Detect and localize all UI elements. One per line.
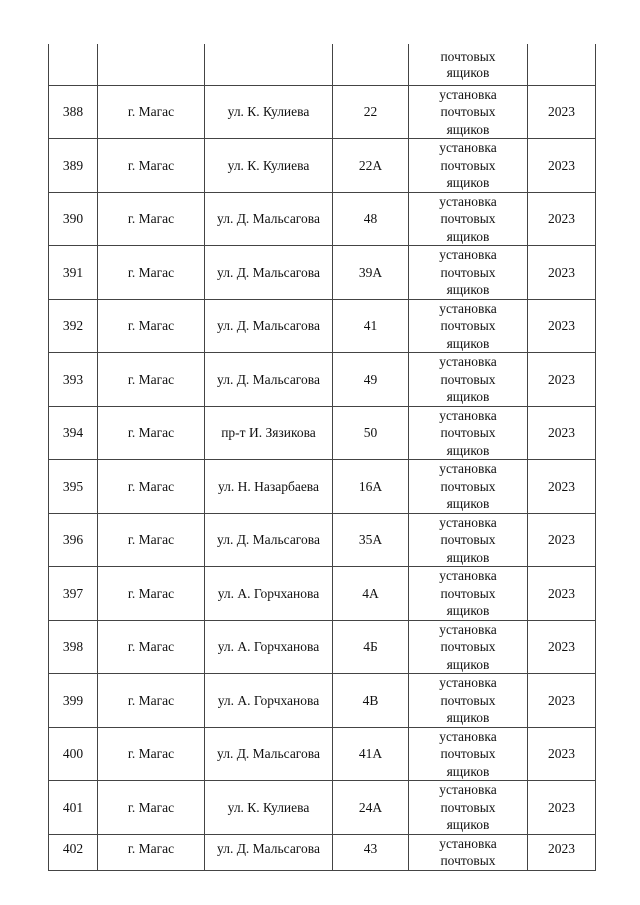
table-row xyxy=(49,513,596,567)
cell-year: 2023 xyxy=(528,139,596,193)
work-line: почтовых xyxy=(440,211,496,226)
cell-street: ул. Д. Мальсагова xyxy=(205,353,333,407)
cell-num: 396 xyxy=(49,513,98,567)
cell-num: 402 xyxy=(49,834,98,870)
work-line: почтовых xyxy=(440,157,496,173)
cell-street: ул. К. Кулиева xyxy=(205,85,333,139)
work-line: ящиков xyxy=(446,549,490,565)
work-line: установка xyxy=(439,86,497,102)
cell-num xyxy=(49,44,98,85)
cell-house: 4Б xyxy=(333,620,409,674)
cell-house: 16А xyxy=(333,460,409,514)
work-line: установка xyxy=(439,568,497,583)
work-line: почтовых xyxy=(440,639,496,654)
cell-num: 391 xyxy=(49,246,98,300)
cell-num: 399 xyxy=(49,674,98,728)
cell-year: 2023 xyxy=(528,460,596,514)
table-row xyxy=(49,353,596,407)
table-row xyxy=(49,567,596,621)
cell-street: ул. Д. Мальсагова xyxy=(205,727,333,781)
cell-year xyxy=(528,44,596,85)
cell-work xyxy=(409,834,528,870)
cell-house: 22А xyxy=(333,139,409,193)
work-line: почтовых xyxy=(440,799,496,815)
cell-num: 400 xyxy=(49,727,98,781)
cell-street: ул. Д. Мальсагова xyxy=(205,299,333,353)
cell-work xyxy=(409,192,528,246)
work-line: установка xyxy=(439,514,497,530)
cell-street: ул. Д. Мальсагова xyxy=(205,246,333,300)
cell-city: г. Магас xyxy=(98,834,205,870)
cell-work xyxy=(409,85,528,139)
work-line: ящиков xyxy=(446,228,490,244)
table-row xyxy=(49,406,596,460)
cell-work xyxy=(409,353,528,407)
cell-num: 390 xyxy=(49,192,98,246)
work-line: ящиков xyxy=(446,710,490,725)
table-row xyxy=(49,85,596,139)
cell-street xyxy=(205,44,333,85)
work-line: ящиков xyxy=(446,64,490,80)
cell-house: 4А xyxy=(333,567,409,621)
cell-street: ул. К. Кулиева xyxy=(205,781,333,835)
cell-year: 2023 xyxy=(528,674,596,728)
cell-house: 39А xyxy=(333,246,409,300)
cell-year: 2023 xyxy=(528,299,596,353)
cell-house: 48 xyxy=(333,192,409,246)
work-line: установка xyxy=(439,621,497,637)
table-row xyxy=(49,246,596,300)
cell-num: 393 xyxy=(49,353,98,407)
cell-work xyxy=(409,781,528,835)
work-line: установка xyxy=(439,193,497,209)
table-row xyxy=(49,192,596,246)
work-line: ящиков xyxy=(446,656,490,672)
cell-work xyxy=(409,620,528,674)
cell-city: г. Магас xyxy=(98,781,205,835)
cell-year: 2023 xyxy=(528,85,596,139)
work-line: почтовых xyxy=(440,692,496,708)
cell-street: ул. Д. Мальсагова xyxy=(205,834,333,870)
work-line: ящиков xyxy=(446,389,490,404)
work-line: почтовых xyxy=(440,104,496,119)
cell-city: г. Магас xyxy=(98,674,205,728)
cell-num: 397 xyxy=(49,567,98,621)
cell-num: 392 xyxy=(49,299,98,353)
cell-work xyxy=(409,44,528,85)
cell-year: 2023 xyxy=(528,834,596,870)
cell-city: г. Магас xyxy=(98,567,205,621)
continuation-row xyxy=(49,44,596,85)
work-line: почтовых xyxy=(440,853,496,868)
work-line: установка xyxy=(439,354,497,369)
cell-house: 41А xyxy=(333,727,409,781)
table-row xyxy=(49,727,596,781)
work-line: почтовых xyxy=(440,264,496,280)
cell-house: 41 xyxy=(333,299,409,353)
work-line: ящиков xyxy=(446,335,490,351)
cell-city: г. Магас xyxy=(98,460,205,514)
cell-city: г. Магас xyxy=(98,139,205,193)
table-row xyxy=(49,299,596,353)
work-line: установка xyxy=(439,140,497,155)
work-line: почтовых xyxy=(440,48,496,64)
cell-street: пр-т И. Зязикова xyxy=(205,406,333,460)
cell-house: 4В xyxy=(333,674,409,728)
cell-city: г. Магас xyxy=(98,85,205,139)
cell-street: ул. А. Горчханова xyxy=(205,567,333,621)
cell-house: 43 xyxy=(333,834,409,870)
cell-city: г. Магас xyxy=(98,513,205,567)
work-line: установка xyxy=(439,247,497,262)
cell-num: 388 xyxy=(49,85,98,139)
work-line: почтовых xyxy=(440,371,496,387)
cell-city xyxy=(98,44,205,85)
cell-year: 2023 xyxy=(528,727,596,781)
work-line: ящиков xyxy=(446,282,490,297)
cell-city: г. Магас xyxy=(98,620,205,674)
cell-year: 2023 xyxy=(528,567,596,621)
work-line: установка xyxy=(439,407,497,423)
table-row xyxy=(49,139,596,193)
work-line: установка xyxy=(439,300,497,316)
table-row xyxy=(49,781,596,835)
work-line: почтовых xyxy=(440,425,496,440)
cell-year: 2023 xyxy=(528,353,596,407)
cell-year: 2023 xyxy=(528,192,596,246)
cell-street: ул. А. Горчханова xyxy=(205,674,333,728)
cell-work xyxy=(409,460,528,514)
work-line: ящиков xyxy=(446,763,490,779)
cell-num: 395 xyxy=(49,460,98,514)
work-line: почтовых xyxy=(440,318,496,333)
work-line: ящиков xyxy=(446,175,490,190)
cell-work xyxy=(409,406,528,460)
cell-house: 24А xyxy=(333,781,409,835)
cell-num: 401 xyxy=(49,781,98,835)
cell-street: ул. Д. Мальсагова xyxy=(205,192,333,246)
cell-work xyxy=(409,674,528,728)
cell-work xyxy=(409,727,528,781)
cell-house: 49 xyxy=(333,353,409,407)
table-row xyxy=(49,460,596,514)
cell-street: ул. Н. Назарбаева xyxy=(205,460,333,514)
work-line: почтовых xyxy=(440,585,496,601)
address-program-table xyxy=(48,44,596,871)
work-line: ящиков xyxy=(446,442,490,458)
cell-year: 2023 xyxy=(528,781,596,835)
table-body xyxy=(49,44,596,870)
cell-year: 2023 xyxy=(528,406,596,460)
cell-city: г. Магас xyxy=(98,353,205,407)
work-line: ящиков xyxy=(446,496,490,511)
cell-work xyxy=(409,139,528,193)
cell-num: 398 xyxy=(49,620,98,674)
cell-house: 35А xyxy=(333,513,409,567)
table-row xyxy=(49,834,596,870)
work-line: установка xyxy=(439,835,497,851)
cell-street: ул. Д. Мальсагова xyxy=(205,513,333,567)
cell-year: 2023 xyxy=(528,246,596,300)
cell-city: г. Магас xyxy=(98,192,205,246)
work-line: установка xyxy=(439,728,497,744)
work-line: установка xyxy=(439,675,497,690)
work-line: ящиков xyxy=(446,603,490,618)
cell-house xyxy=(333,44,409,85)
cell-city: г. Магас xyxy=(98,727,205,781)
cell-work xyxy=(409,299,528,353)
cell-city: г. Магас xyxy=(98,406,205,460)
work-line: установка xyxy=(439,461,497,476)
cell-num: 389 xyxy=(49,139,98,193)
cell-work xyxy=(409,246,528,300)
cell-street: ул. К. Кулиева xyxy=(205,139,333,193)
cell-year: 2023 xyxy=(528,620,596,674)
table-row xyxy=(49,620,596,674)
cell-num: 394 xyxy=(49,406,98,460)
cell-city: г. Магас xyxy=(98,246,205,300)
work-line: почтовых xyxy=(440,746,496,761)
work-line: ящиков xyxy=(446,817,490,832)
cell-work xyxy=(409,513,528,567)
cell-house: 50 xyxy=(333,406,409,460)
cell-year: 2023 xyxy=(528,513,596,567)
cell-work xyxy=(409,567,528,621)
work-line: почтовых xyxy=(440,478,496,494)
work-line: установка xyxy=(439,782,497,797)
cell-street: ул. А. Горчханова xyxy=(205,620,333,674)
table-row xyxy=(49,674,596,728)
cell-city: г. Магас xyxy=(98,299,205,353)
cell-house: 22 xyxy=(333,85,409,139)
work-line: почтовых xyxy=(440,532,496,547)
work-line: ящиков xyxy=(446,121,490,137)
